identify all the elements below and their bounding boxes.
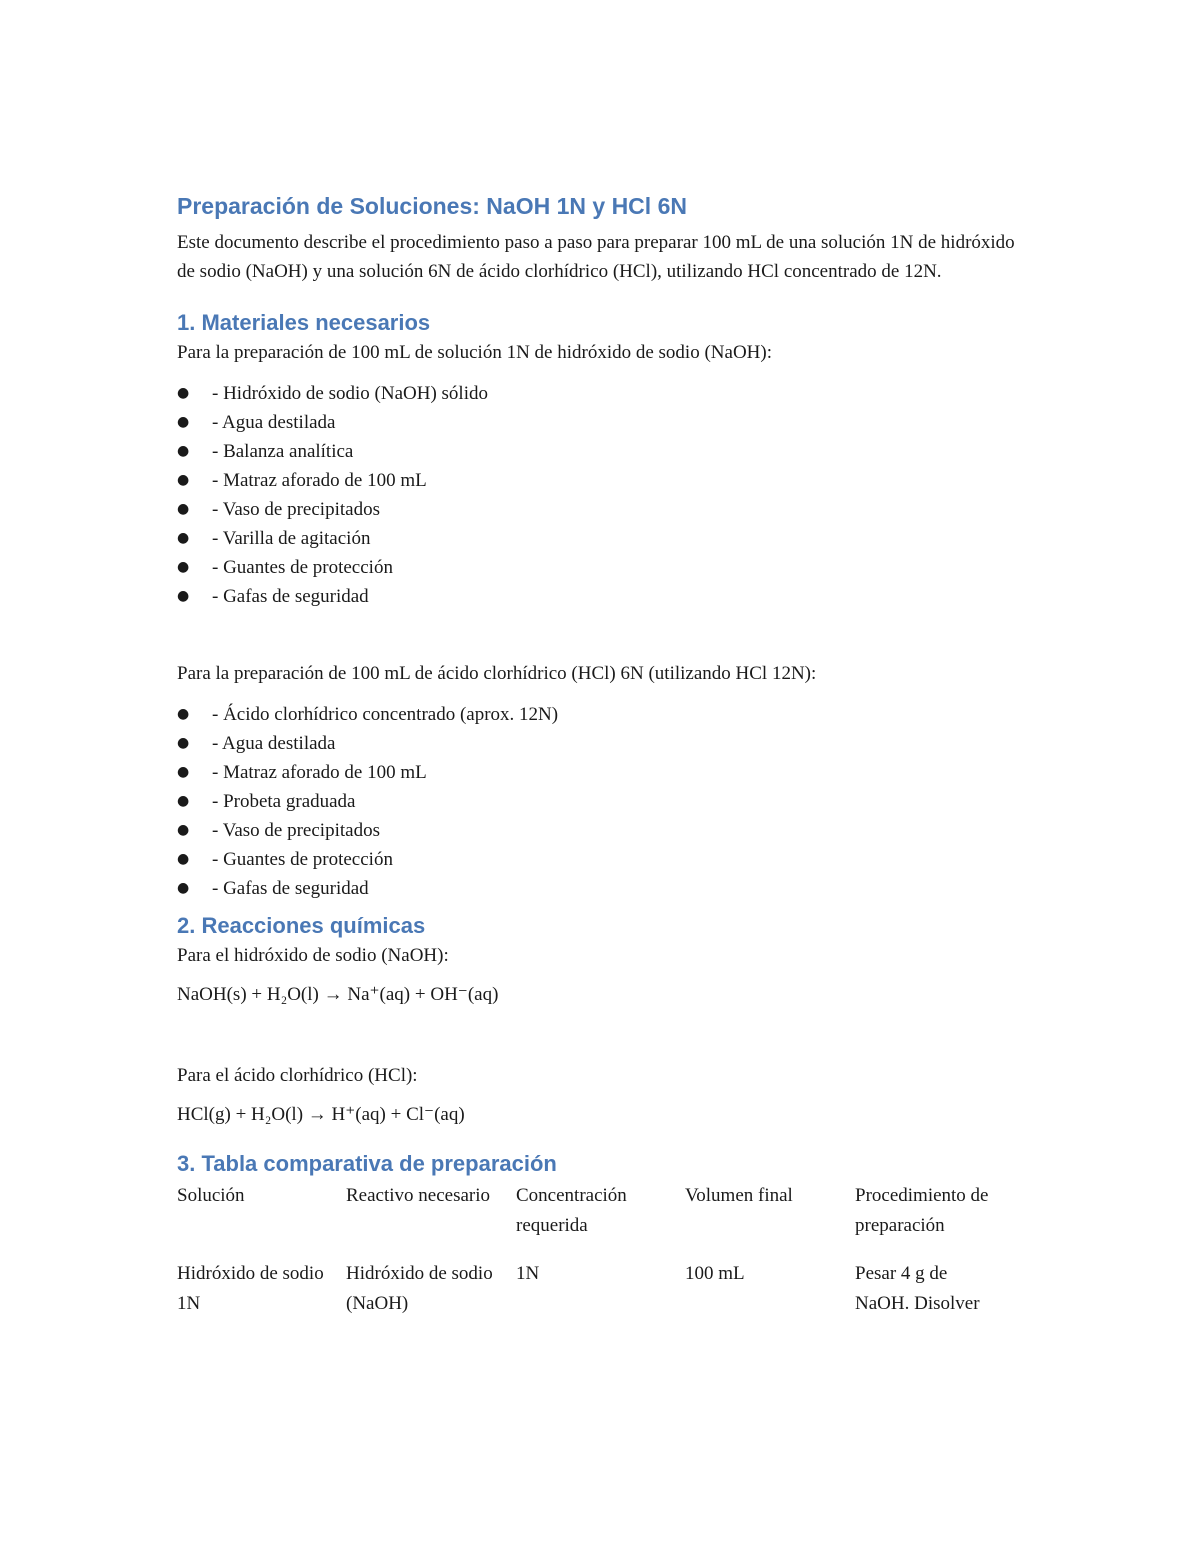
section-heading-materials: 1. Materiales necesarios [177, 310, 431, 335]
naoh-materials-list [177, 379, 1027, 611]
bullet-icon: ● [177, 385, 190, 401]
bullet-icon: ● [177, 793, 190, 809]
list-item: ● - Agua destilada [177, 408, 1027, 437]
list-item: ● - Ácido clorhídrico concentrado (aprox. 12N) [177, 700, 1027, 729]
bullet-icon: ● [177, 851, 190, 867]
bullet-icon: ● [177, 472, 190, 488]
hcl-materials-intro: Para la preparación de 100 mL de ácido clorhídrico (HCl) 6N (utilizando HCl 12N): [177, 663, 817, 684]
naoh-materials-intro: Para la preparación de 100 mL de solución 1N de hidróxido de sodio (NaOH): [177, 342, 772, 363]
table-row [177, 1259, 1005, 1319]
bullet-icon: ● [177, 559, 190, 575]
table-cell: 100 mL [685, 1263, 745, 1284]
column-header: Reactivo necesario [346, 1185, 491, 1206]
table-cell: Hidróxido de sodio 1N [177, 1263, 324, 1314]
hcl-reaction-label: Para el ácido clorhídrico (HCl): [177, 1065, 418, 1086]
list-item: ● - Guantes de protección [177, 845, 1027, 874]
list-item: ● - Matraz aforado de 100 mL [177, 466, 1027, 495]
naoh-reaction-label: Para el hidróxido de sodio (NaOH): [177, 945, 449, 966]
bullet-icon: ● [177, 880, 190, 896]
column-header: Concentración requerida [516, 1185, 627, 1236]
list-item: ● - Probeta graduada [177, 787, 1027, 816]
bullet-icon: ● [177, 443, 190, 459]
list-item: ● - Vaso de precipitados [177, 816, 1027, 845]
list-item: ● - Varilla de agitación [177, 524, 1027, 553]
bullet-icon: ● [177, 530, 190, 546]
list-item: ● - Guantes de protección [177, 553, 1027, 582]
intro-paragraph: Este documento describe el procedimiento paso a paso para preparar 100 mL de una solución 1N de hidróxido de sodio (NaOH) y una solución 6N de ácido clorhídrico (HCl), utilizando HCl concentrado de 12N. [177, 232, 1015, 282]
document-title: Preparación de Soluciones: NaOH 1N y HCl 6N [177, 193, 687, 219]
bullet-icon: ● [177, 764, 190, 780]
comparison-table [177, 1181, 1005, 1319]
hcl-equation: HCl(g) + H₂O(l) → H⁺(aq) + Cl⁻(aq) [177, 1104, 465, 1125]
list-item: ● - Matraz aforado de 100 mL [177, 758, 1027, 787]
list-item: ● - Balanza analítica [177, 437, 1027, 466]
column-header: Procedimiento de preparación [855, 1185, 989, 1236]
list-item: ● - Gafas de seguridad [177, 874, 1027, 903]
naoh-equation: NaOH(s) + H₂O(l) → Na⁺(aq) + OH⁻(aq) [177, 984, 499, 1005]
column-header: Volumen final [685, 1185, 793, 1206]
section-heading-reactions: 2. Reacciones químicas [177, 913, 426, 938]
document-page [177, 190, 1027, 1319]
list-item: ● - Gafas de seguridad [177, 582, 1027, 611]
list-item: ● - Hidróxido de sodio (NaOH) sólido [177, 379, 1027, 408]
hcl-materials-list [177, 700, 1027, 903]
bullet-icon: ● [177, 822, 190, 838]
bullet-icon: ● [177, 735, 190, 751]
bullet-icon: ● [177, 414, 190, 430]
table-header-row [177, 1181, 1005, 1259]
table-cell: Pesar 4 g de NaOH. Disolver [855, 1263, 980, 1314]
list-item: ● - Vaso de precipitados [177, 495, 1027, 524]
table-cell: Hidróxido de sodio (NaOH) [346, 1263, 493, 1314]
list-item: ● - Agua destilada [177, 729, 1027, 758]
section-heading-table: 3. Tabla comparativa de preparación [177, 1151, 557, 1176]
bullet-icon: ● [177, 501, 190, 517]
column-header: Solución [177, 1185, 245, 1206]
bullet-icon: ● [177, 706, 190, 722]
bullet-icon: ● [177, 588, 190, 604]
table-cell: 1N [516, 1263, 540, 1284]
